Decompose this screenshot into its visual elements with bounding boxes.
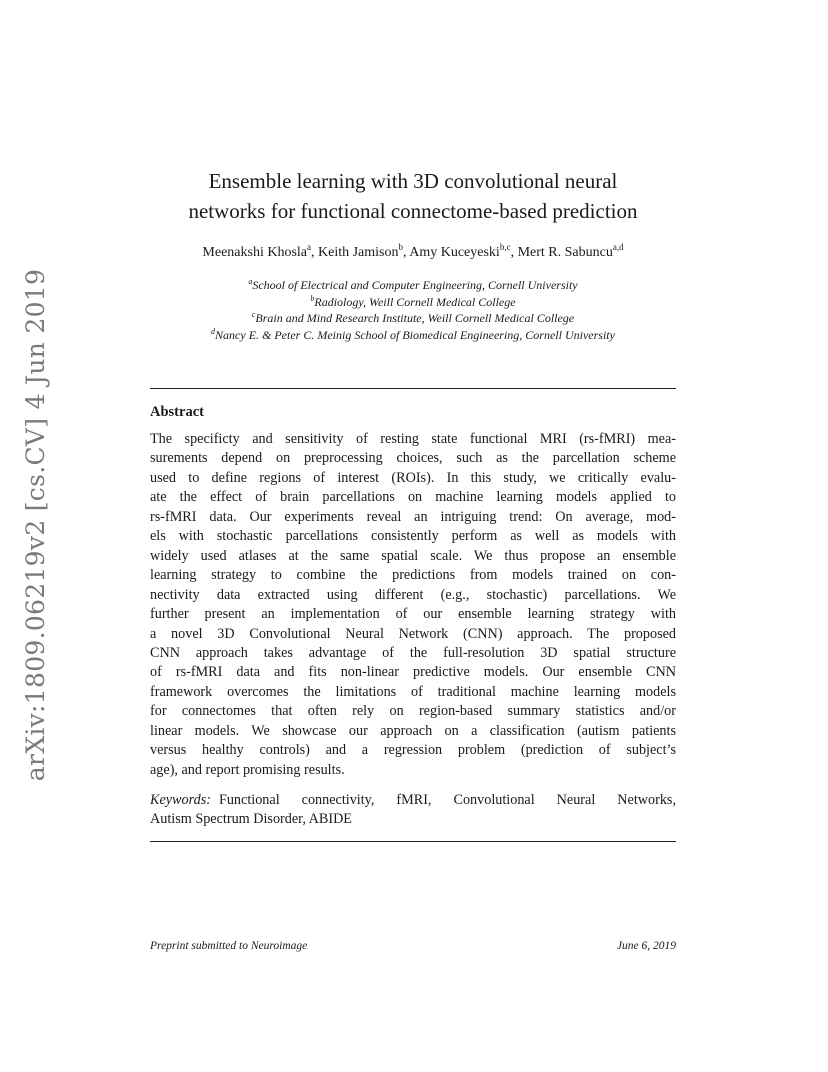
author-list: Meenakshi Khosla$^a$, Keith Jamison$^b$, Amy Kuceyeski$^{b,c}$, Mert R. Sabuncu$^{a,d}$ [202, 242, 624, 260]
abstract-line: of rs-fMRI data and fits non-linear predictive models. Our ensemble CNN [150, 664, 676, 681]
abstract-line: widely used atlases at the same spatial scale. We thus propose an ensemble [150, 547, 676, 564]
abstract-heading: Abstract [150, 404, 204, 420]
author-name: Amy Kuceyeski [409, 245, 500, 260]
affiliation-mark: b [310, 293, 315, 303]
bottom-divider [150, 841, 676, 842]
author-name: Meenakshi Khosla [202, 245, 307, 260]
arxiv-identifier: arXiv:1809.06219v2 [cs.CV] 4 Jun 2019 [21, 268, 50, 782]
abstract-line: learning strategy to combine the predictions from models trained on con- [150, 567, 676, 584]
abstract-text [150, 430, 676, 780]
paper-title [120, 166, 706, 226]
affiliation-list [120, 277, 706, 343]
keywords-line [150, 791, 676, 810]
author-name: Keith Jamison [318, 245, 399, 260]
preprint-date: June 6, 2019 [616, 940, 676, 952]
affiliation-text: Radiology, Weill Cornell Medical College [314, 294, 516, 309]
abstract-line: surements depend on preprocessing choices, such as the parcellation scheme [150, 450, 676, 467]
abstract-line: els with stochastic parcellations consistently perform as well as models with [150, 528, 676, 545]
keywords-label: Keywords: [150, 792, 211, 808]
affiliation [120, 327, 706, 344]
abstract-line: versus healthy controls) and a regression problem (prediction of subject’s [150, 742, 676, 759]
top-divider [150, 388, 676, 389]
author-affil-mark: a [307, 242, 311, 252]
affiliation-text: Nancy E. & Peter C. Meinig School of Biomedical Engineering, Cornell University [215, 327, 615, 342]
abstract-line: used to define regions of interest (ROIs). In this study, we critically evalu- [150, 469, 676, 486]
affiliation-text: Brain and Mind Research Institute, Weill Cornell Medical College [255, 311, 575, 325]
affiliation [120, 277, 706, 294]
affiliation [120, 294, 706, 311]
author-affil-mark: b,c [499, 242, 511, 252]
affiliation-mark: d [211, 326, 216, 336]
abstract-line: nectivity data extracted using different (e.g., stochastic) parcellations. We [150, 586, 676, 603]
abstract-line: a novel 3D Convolutional Neural Network (CNN) approach. The proposed [150, 625, 676, 642]
abstract-line: framework overcomes the limitations of traditional machine learning models [150, 683, 676, 700]
affiliation [120, 310, 706, 327]
keywords-line: Autism Spectrum Disorder, ABIDE [150, 811, 352, 828]
preprint-note: Preprint submitted to Neuroimage [150, 940, 308, 952]
author-affil-mark: a,d [612, 242, 624, 252]
title-line-2: networks for functional connectome-based prediction [188, 199, 638, 223]
abstract-line: rs-fMRI data. Our experiments reveal an intriguing trend: On average, mod- [150, 508, 676, 525]
abstract-line: CNN approach takes advantage of the full-resolution 3D spatial structure [150, 644, 676, 661]
abstract-line: linear models. We showcase our approach on a classification (autism patients [150, 722, 676, 739]
author-name: Mert R. Sabuncu [517, 245, 613, 260]
title-line-1: Ensemble learning with 3D convolutional neural [208, 169, 618, 193]
abstract-line: age), and report promising results. [150, 761, 345, 778]
abstract-line: further present an implementation of our ensemble learning strategy with [150, 606, 676, 623]
affiliation-text: School of Electrical and Computer Engineering, Cornell University [252, 278, 578, 292]
affiliation-mark: c [251, 310, 256, 319]
keywords-text: Functional connectivity, fMRI, Convolutional Neural Networks, [218, 792, 676, 808]
abstract-line: The specificty and sensitivity of resting state functional MRI (rs-fMRI) mea- [150, 431, 676, 447]
affiliation-mark: a [248, 277, 253, 286]
keywords-block [150, 791, 676, 830]
author-affil-mark: b [398, 242, 403, 252]
abstract-line: for connectomes that often rely on region-based summary statistics and/or [150, 703, 676, 720]
abstract-line: ate the effect of brain parcellations on machine learning models applied to [150, 489, 676, 506]
